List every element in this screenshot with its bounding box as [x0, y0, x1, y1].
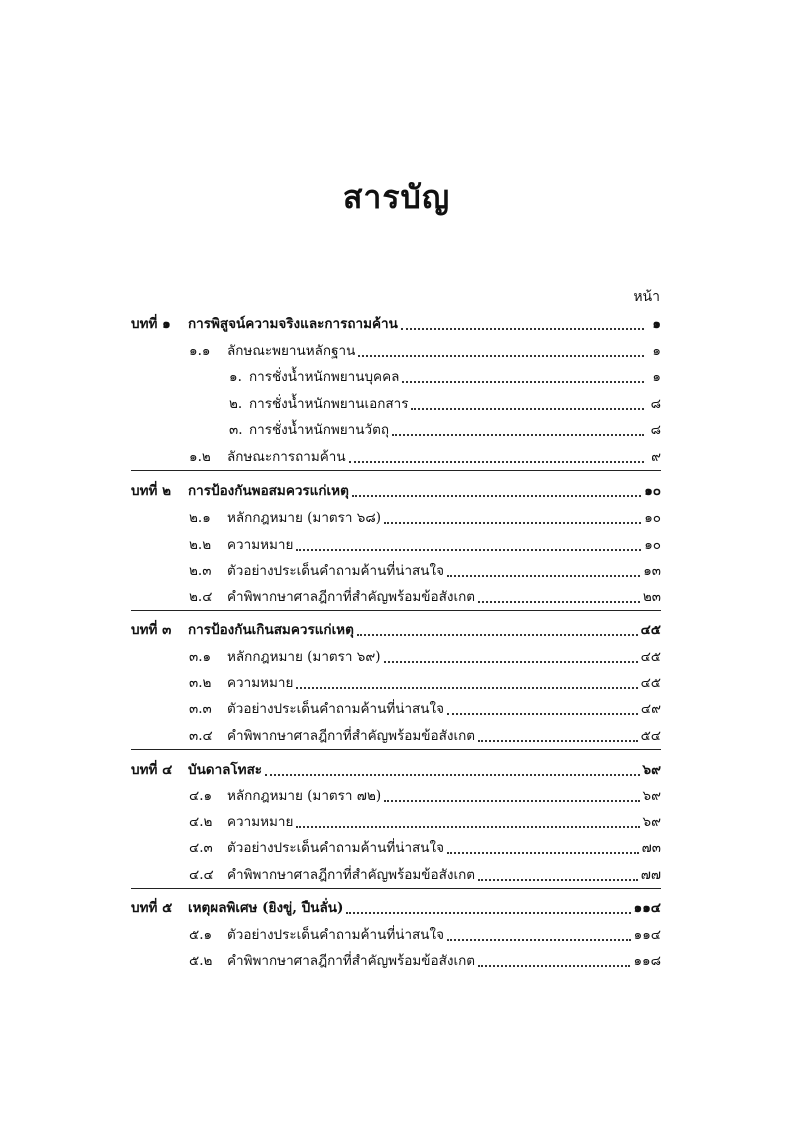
- toc-entry-title: ลักษณะการถามค้าน: [227, 449, 346, 465]
- toc-entry-number: ๑.๑: [189, 343, 211, 359]
- toc-page-number: ๑๐: [644, 483, 661, 499]
- toc-entry-number: บทที่ ๔: [131, 762, 173, 778]
- toc-page-number: ๑๑๔: [633, 900, 661, 916]
- toc-page-number: ๒๓: [642, 589, 661, 605]
- toc-entry-title: หลักกฎหมาย (มาตรา ๖๘): [227, 510, 382, 526]
- toc-entry-number: บทที่ ๒: [131, 483, 171, 499]
- toc-chapter-row[interactable]: [131, 310, 661, 334]
- toc-entry-title: การป้องกันเกินสมควรแก่เหตุ: [188, 622, 354, 638]
- toc-section-row[interactable]: [131, 643, 661, 667]
- dot-leader: [447, 851, 639, 854]
- toc-entry-title: ความหมาย: [227, 537, 294, 553]
- dot-leader: [349, 460, 644, 463]
- toc-section-row[interactable]: [131, 669, 661, 693]
- dot-leader: [478, 600, 640, 603]
- toc-entry-number: ๔.๒: [189, 814, 213, 830]
- dot-leader: [296, 825, 639, 828]
- toc-entry-number: ๕.๑: [189, 927, 213, 943]
- toc-entry-title: ความหมาย: [227, 675, 294, 691]
- toc-entry-title: ตัวอย่างประเด็นคำถามค้านที่น่าสนใจ: [227, 563, 445, 579]
- toc-entry-number: ๒.๑: [189, 510, 211, 526]
- dot-leader: [384, 660, 638, 663]
- dot-leader: [447, 938, 631, 941]
- toc-section-row[interactable]: [131, 808, 661, 832]
- dot-leader: [478, 739, 638, 742]
- toc-entry-title: ความหมาย: [227, 814, 294, 830]
- toc-page-number: ๙: [651, 449, 661, 465]
- toc-entry-number: ๓.๑: [189, 649, 212, 665]
- toc-page-number: ๕๔: [640, 728, 661, 744]
- toc-section-row[interactable]: [131, 504, 661, 528]
- toc-section-row[interactable]: [131, 557, 661, 581]
- dot-leader: [384, 799, 639, 802]
- toc-entry-title: คำพิพากษาศาลฎีกาที่สำคัญพร้อมข้อสังเกต: [227, 728, 476, 744]
- toc-page-number: ๔๕: [640, 675, 661, 691]
- toc-page-number: ๖๙: [642, 762, 661, 778]
- page-title: สารบัญ: [342, 178, 451, 216]
- dot-leader: [411, 407, 644, 410]
- toc-entry-title: การพิสูจน์ความจริงและการถามค้าน: [188, 316, 398, 332]
- toc-page-number: ๖๙: [642, 814, 661, 830]
- toc-entry-title: หลักกฎหมาย (มาตรา ๗๒): [227, 788, 382, 804]
- toc-section-row[interactable]: [131, 947, 661, 971]
- toc-page-number: ๑๐: [644, 537, 661, 553]
- toc-entry-number: ๓.๓: [189, 701, 212, 717]
- toc-entry-number: ๕.๒: [189, 953, 213, 969]
- toc-page-number: ๑๓: [643, 563, 661, 579]
- toc-entry-title: ตัวอย่างประเด็นคำถามค้านที่น่าสนใจ: [227, 927, 445, 943]
- toc-page-number: ๘: [650, 422, 661, 438]
- chapter-divider-line: [131, 610, 661, 611]
- toc-entry-title: ตัวอย่างประเด็นคำถามค้านที่น่าสนใจ: [227, 701, 445, 717]
- toc-section-row[interactable]: [131, 443, 661, 467]
- toc-chapter-row[interactable]: [131, 894, 661, 918]
- dot-leader: [384, 521, 641, 524]
- dot-leader: [478, 878, 638, 881]
- toc-entry-title: การชั่งน้ำหนักพยานเอกสาร: [249, 396, 409, 412]
- toc-chapter-row[interactable]: [131, 616, 661, 640]
- toc-entry-number: ๓.๔: [189, 728, 213, 744]
- toc-entry-number: บทที่ ๕: [131, 900, 173, 916]
- dot-leader: [352, 494, 641, 497]
- toc-subsection-row[interactable]: [131, 363, 661, 387]
- toc-entry-title: คำพิพากษาศาลฎีกาที่สำคัญพร้อมข้อสังเกต: [227, 953, 476, 969]
- dot-leader: [447, 574, 640, 577]
- toc-entry-title: เหตุผลพิเศษ (ยิงขู่, ปืนลั่น): [188, 900, 344, 916]
- toc-entry-title: คำพิพากษาศาลฎีกาที่สำคัญพร้อมข้อสังเกต: [227, 589, 476, 605]
- toc-entry-title: บันดาลโทสะ: [188, 762, 263, 778]
- toc-page-number: ๖๙: [642, 788, 661, 804]
- toc-entry-number: ๔.๔: [189, 867, 214, 883]
- page-column-header: หน้า: [633, 289, 660, 305]
- toc-section-row[interactable]: [131, 782, 661, 806]
- toc-entry-number: ๒.๒: [189, 537, 212, 553]
- dot-leader: [296, 548, 641, 551]
- toc-page-number: ๑๑๘: [633, 953, 661, 969]
- dot-leader: [346, 911, 630, 914]
- toc-section-row[interactable]: [131, 722, 661, 746]
- toc-entry-title: คำพิพากษาศาลฎีกาที่สำคัญพร้อมข้อสังเกต: [227, 867, 476, 883]
- toc-entry-number: ๒.๓: [189, 563, 212, 579]
- toc-chapter-row[interactable]: [131, 756, 661, 780]
- toc-page-number: ๔๙: [640, 701, 661, 717]
- toc-section-row[interactable]: [131, 861, 661, 885]
- toc-subsection-row[interactable]: [131, 390, 661, 414]
- toc-page-number: ๑: [652, 369, 661, 385]
- dot-leader: [402, 380, 644, 383]
- toc-entry-title: ตัวอย่างประเด็นคำถามค้านที่น่าสนใจ: [227, 840, 445, 856]
- dot-leader: [401, 327, 644, 330]
- chapter-divider-line: [131, 888, 661, 889]
- dot-leader: [265, 773, 639, 776]
- toc-page-number: ๑: [652, 343, 661, 359]
- toc-section-row[interactable]: [131, 531, 661, 555]
- toc-section-row[interactable]: [131, 337, 661, 361]
- toc-page-number: ๑๐: [644, 510, 661, 526]
- toc-page-number: ๑๑๔: [633, 927, 661, 943]
- chapter-divider-line: [131, 470, 661, 471]
- toc-entry-title: การชั่งน้ำหนักพยานวัตถุ: [249, 422, 390, 438]
- toc-entry-number: บทที่ ๑: [131, 316, 171, 332]
- toc-page-number: ๗๓: [641, 840, 661, 856]
- toc-section-row[interactable]: [131, 834, 661, 858]
- toc-page-number: ๔๕: [640, 649, 661, 665]
- toc-section-row[interactable]: [131, 695, 661, 719]
- toc-page-number: ๗๗: [640, 867, 661, 883]
- toc-entry-number: ๔.๓: [189, 840, 213, 856]
- toc-section-row[interactable]: [131, 921, 661, 945]
- toc-section-row[interactable]: [131, 583, 661, 607]
- dot-leader: [296, 686, 637, 689]
- toc-subsection-row[interactable]: [131, 416, 661, 440]
- toc-entry-number: ๑.: [229, 369, 242, 385]
- toc-entry-title: หลักกฎหมาย (มาตรา ๖๙): [227, 649, 381, 665]
- toc-entry-number: ๑.๒: [189, 449, 211, 465]
- dot-leader: [447, 712, 638, 715]
- toc-entry-title: การชั่งน้ำหนักพยานบุคคล: [249, 369, 400, 385]
- dot-leader: [392, 433, 644, 436]
- dot-leader: [357, 633, 638, 636]
- toc-entry-number: ๒.: [229, 396, 243, 412]
- toc-page-number: ๔๕: [640, 622, 661, 638]
- chapter-divider-line: [131, 749, 661, 750]
- toc-entry-number: ๒.๔: [189, 589, 213, 605]
- toc-entry-title: ลักษณะพยานหลักฐาน: [227, 343, 356, 359]
- dot-leader: [358, 354, 644, 357]
- dot-leader: [478, 964, 630, 967]
- toc-entry-title: การป้องกันพอสมควรแก่เหตุ: [188, 483, 349, 499]
- toc-entry-number: ๔.๑: [189, 788, 213, 804]
- toc-page-number: ๑: [652, 316, 661, 332]
- toc-entry-number: ๓.: [229, 422, 243, 438]
- toc-chapter-row[interactable]: [131, 477, 661, 501]
- toc-page-number: ๘: [650, 396, 661, 412]
- toc-entry-number: บทที่ ๓: [131, 622, 172, 638]
- toc-entry-number: ๓.๒: [189, 675, 212, 691]
